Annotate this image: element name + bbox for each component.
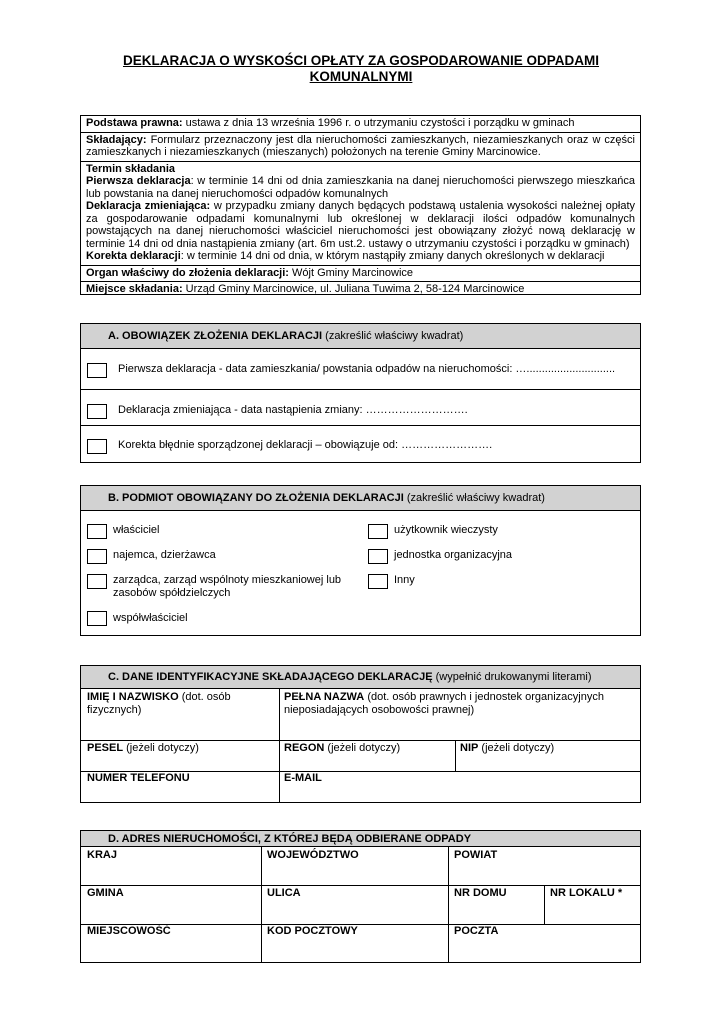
co-owner-option: współwłaściciel [113, 612, 188, 624]
owner-option: właściciel [113, 524, 160, 536]
house-number-field[interactable] [454, 887, 507, 900]
document-title [80, 53, 642, 85]
regon-note: (jeżeli dotyczy) [324, 742, 401, 754]
county-label: POWIAT [454, 849, 498, 861]
submitter-label: Składający: [86, 133, 147, 146]
section-a-header [81, 324, 640, 349]
section-d-title: D. ADRES NIERUCHOMOŚCI, Z KTÓREJ BĘDĄ ODBIERANE ODPADY [108, 833, 472, 845]
submitter-row [81, 133, 640, 162]
post-office-label: POCZTA [454, 925, 499, 937]
section-c-title: C. DANE IDENTYFIKACYJNE SKŁADAJĄCEGO DEKLARACJĘ [108, 671, 433, 683]
perpetual-user-checkbox[interactable] [368, 524, 388, 539]
divider [261, 846, 262, 962]
post-office-field[interactable] [454, 925, 498, 938]
legal-basis-text: ustawa z dnia 13 września 1996 r. o utrzymaniu czystości i porządku w gminach [182, 117, 575, 129]
submitter-text: Formularz przeznaczony jest dla nieruchomości zamieszkanych, niezamieszkanych oraz w części zamieszkanych i niezamieszkanych (mieszanych) położonych na terenie Gminy Marcinowice. [86, 133, 635, 158]
section-b [80, 485, 641, 636]
divider [81, 389, 640, 390]
title-line-1: DEKLARACJA O WYSKOŚCI OPŁATY ZA GOSPODAROWANIE ODPADAMI [122, 53, 600, 68]
email-field[interactable] [284, 772, 322, 785]
divider [81, 740, 640, 741]
co-owner-checkbox[interactable] [87, 611, 107, 626]
country-label: KRAJ [87, 849, 117, 861]
pesel-field[interactable] [87, 742, 199, 755]
perpetual-user-option: użytkownik wieczysty [394, 524, 498, 536]
pesel-note: (jeżeli dotyczy) [123, 742, 199, 754]
divider [279, 688, 280, 802]
first-declaration-text: : w terminie 14 dni od dnia zamieszkania na danej nieruchomości pierwszego mieszkańca lub powstania na danej nieruchomości odpadów komunalnych [86, 175, 635, 200]
correction-text: : w terminie 14 dni od dnia, w którym nastąpiły zmiany danych określonych w deklaracji [180, 250, 605, 262]
deadline-row [81, 162, 640, 266]
legal-basis-label: Podstawa prawna: [86, 117, 183, 129]
legal-basis-row [81, 116, 640, 133]
pesel-label: PESEL [87, 742, 124, 754]
street-label: ULICA [267, 887, 301, 899]
first-declaration-checkbox[interactable] [87, 363, 107, 378]
first-declaration-label: Pierwsza deklaracja [86, 175, 191, 187]
flat-number-field[interactable] [550, 887, 622, 900]
correction-option: Korekta błędnie sporządzonej deklaracji – obowiązuje od: ……………………. [118, 439, 493, 451]
divider [81, 885, 640, 886]
divider [81, 425, 640, 426]
nip-note: (jeżeli dotyczy) [478, 742, 555, 754]
section-c [80, 665, 641, 803]
manager-option: zarządca, zarząd wspólnoty mieszkaniowej lub zasobów spółdzielczych [113, 574, 342, 599]
name-note: (dot. osób fizycznych) [87, 691, 231, 716]
change-declaration-checkbox[interactable] [87, 404, 107, 419]
full-name-note: (dot. osób prawnych i jednostek organizacyjnych nieposiadających osobowości prawnej) [284, 691, 604, 716]
authority-row [81, 266, 640, 283]
regon-label: REGON [284, 742, 325, 754]
authority-label: Organ właściwy do złożenia deklaracji: [86, 266, 289, 279]
municipality-field[interactable] [87, 887, 124, 900]
phone-field[interactable] [87, 772, 190, 785]
tenant-checkbox[interactable] [87, 549, 107, 564]
tenant-option: najemca, dzierżawca [113, 549, 216, 561]
name-field[interactable] [87, 691, 275, 717]
postal-code-label: KOD POCZTOWY [267, 925, 358, 937]
other-option: Inny [394, 574, 415, 586]
correction-label: Korekta deklaracji [86, 250, 181, 262]
divider [544, 886, 545, 924]
regon-field[interactable] [284, 742, 400, 755]
section-b-header [81, 486, 640, 511]
manager-checkbox[interactable] [87, 574, 107, 589]
municipality-label: GMINA [87, 887, 124, 899]
country-field[interactable] [87, 849, 117, 862]
correction-checkbox[interactable] [87, 439, 107, 454]
change-declaration-label: Deklaracja zmieniająca: [86, 200, 211, 212]
change-declaration-option: Deklaracja zmieniająca - data nastąpienia zmiany: ………………………. [118, 404, 468, 416]
change-declaration-text: w przypadku zmiany danych będących podstawą ustalenia wysokości należnej opłaty za gospodarowanie odpadami komunalnymi lub określonej w deklaracji ilości odpadów komunalnych powstających na danej nieruchomości właściciel nieruchomości jest obowiązany złożyć nową deklarację w terminie 14 dni od dnia nastąpienia zmiany (art. 6m ust.2. ustawy o utrzymaniu czystości i porządku w gminach) [86, 200, 635, 250]
locality-label: MIEJSCOWOŚĆ [87, 925, 171, 937]
postal-code-field[interactable] [267, 925, 358, 938]
house-number-label: NR DOMU [454, 887, 507, 899]
section-c-header [81, 666, 640, 689]
voivodeship-label: WOJEWÓDZTWO [267, 849, 359, 861]
owner-checkbox[interactable] [87, 524, 107, 539]
nip-field[interactable] [460, 742, 554, 755]
authority-text: Wójt Gminy Marcinowice [288, 266, 414, 279]
place-text: Urząd Gminy Marcinowice, ul. Juliana Tuwima 2, 58-124 Marcinowice [182, 283, 525, 295]
section-a-title: A. OBOWIĄZEK ZŁOŻENIA DEKLARACJI [108, 330, 323, 342]
street-field[interactable] [267, 887, 301, 900]
section-b-title: B. PODMIOT OBOWIĄZANY DO ZŁOŻENIA DEKLARACJI [108, 492, 404, 504]
divider [455, 741, 456, 771]
section-b-note: (zakreślić właściwy kwadrat) [403, 492, 545, 504]
section-c-note: (wypełnić drukowanymi literami) [432, 671, 592, 683]
first-declaration-option: Pierwsza deklaracja - data zamieszkania/ powstania odpadów na nieruchomości: …............................. [118, 363, 616, 375]
nip-label: NIP [460, 742, 479, 754]
other-checkbox[interactable] [368, 574, 388, 589]
section-d-header [81, 831, 640, 847]
legal-info-box [80, 115, 641, 295]
section-a-note: (zakreślić właściwy kwadrat) [322, 330, 464, 342]
name-label: IMIĘ I NAZWISKO [87, 691, 179, 703]
locality-field[interactable] [87, 925, 171, 938]
org-unit-checkbox[interactable] [368, 549, 388, 564]
place-label: Miejsce składania: [86, 283, 183, 295]
divider [448, 846, 449, 962]
flat-number-label: NR LOKALU * [550, 887, 623, 899]
org-unit-option: jednostka organizacyjna [394, 549, 513, 561]
county-field[interactable] [454, 849, 497, 862]
section-a [80, 323, 641, 463]
full-name-field[interactable] [284, 691, 629, 717]
full-name-label: PEŁNA NAZWA [284, 691, 365, 703]
title-line-2: KOMUNALNYMI [309, 69, 413, 84]
voivodeship-field[interactable] [267, 849, 359, 862]
email-label: E-MAIL [284, 772, 322, 784]
section-d [80, 830, 641, 963]
deadline-label: Termin składania [86, 162, 176, 175]
place-row [81, 282, 640, 298]
phone-label: NUMER TELEFONU [87, 772, 190, 784]
